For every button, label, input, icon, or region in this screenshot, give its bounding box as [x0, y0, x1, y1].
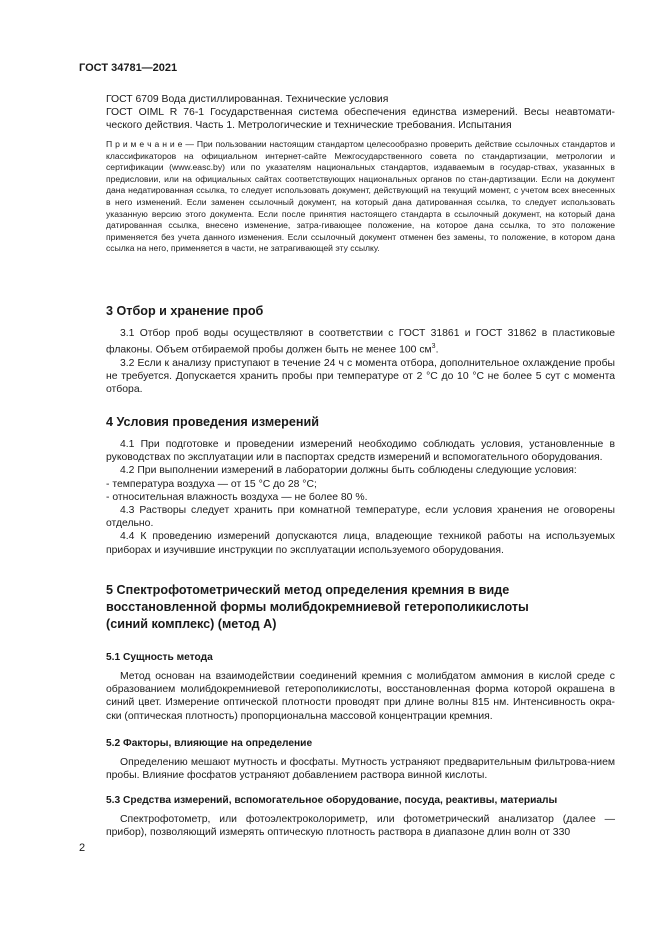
subsection-5-2-body — [106, 756, 615, 782]
section-4-title: 4 Условия проведения измерений — [106, 415, 319, 429]
page-header-standard-code: ГОСТ 34781—2021 — [79, 62, 178, 74]
normative-references — [106, 93, 615, 132]
note-block — [106, 139, 615, 255]
paragraph-4-1: 4.1 При подготовке и проведении измерений необходимо соблюдать условия, установленные в руководствах по эксплуатации или в паспортах средств измерений и вспомогательного оборудования. — [106, 439, 615, 464]
paragraph-3-2: 3.2 Если к анализу приступают в течение 24 ч с момента отбора, дополнительное охлаждение пробы не требуется. Допускается хранить пробы при температуре от 2 °С до 10 °С не более 5 сут с момента отбора. — [106, 357, 615, 396]
list-item: - относительная влажность воздуха — не более 80 %. — [106, 491, 368, 503]
subsection-5-2-title: 5.2 Факторы, влияющие на определение — [106, 738, 313, 749]
section-3-body — [106, 327, 615, 396]
subsection-5-1-title: 5.1 Сущность метода — [106, 652, 213, 663]
paragraph-5-2: Определению мешают мутность и фосфаты. Мутность устраняют предварительным фильтрова-нием пробы. Влияние фосфатов устраняют добавлением раствора винной кислоты. — [106, 757, 615, 782]
superscript: 3 — [431, 343, 436, 351]
paragraph-5-1: Метод основан на взаимодействии соединений кремния с молибдатом аммония в кислой среде с образованием молибдокремниевой гетерополикислоты, восстановленная форма которой окрашена в синий цвет. Измерение оптической плотности проводят при длине волны 815 нм. Интенсивность окра-ски (оптическая плотность) пропорциональна массовой концентрации кремния. — [106, 671, 615, 722]
page-number: 2 — [79, 842, 86, 854]
paragraph-text: 3.1 Отбор проб воды осуществляют в соответствии с ГОСТ 31861 и ГОСТ 31862 в пластиковые флаконы. Объем отбираемой пробы должен быть не менее 100 см — [106, 328, 615, 356]
paragraph-4-4: 4.4 К проведению измерений допускаются лица, владеющие техникой работы на используемых приборах и изучившие инструкции по эксплуатации используемого оборудования. — [106, 531, 615, 556]
reference-item — [106, 106, 615, 132]
paragraph-4-2: 4.2 При выполнении измерений в лаборатории должны быть соблюдены следующие условия: — [120, 465, 577, 477]
paragraph-4-3: 4.3 Растворы следует хранить при комнатной температуре, если условия хранения не оговорены отдельно. — [106, 505, 615, 530]
subsection-5-3-title: 5.3 Средства измерений, вспомогательное оборудование, посуда, реактивы, материалы — [106, 795, 558, 806]
section-5-title-line: (синий комплекс) (метод А) — [106, 617, 277, 631]
section-4-body — [106, 438, 615, 557]
subsection-5-1-body — [106, 670, 615, 723]
section-5-title-line: 5 Спектрофотометрический метод определения кремния в виде — [106, 583, 510, 597]
reference-item: ГОСТ 6709 Вода дистиллированная. Технические условия — [106, 94, 389, 105]
section-5-title — [106, 582, 615, 633]
subsection-5-3-body — [106, 813, 615, 839]
note-text: — При пользовании настоящим стандартом целесообразно проверить действие ссылочных стандартов и классификаторов на официальном интернет-сайте Межгосударственного совета по стандартизации, метрологии и сертификации (www.easc.by) или по указателям национальных стандартов, издаваемым в государ-ствах, указанных в предисловии, или на официальных сайтах соответствующих национальных органов по стан-дартизации. Если на документ дана недатированная ссылка, то следует использовать документ, действующий на текущий момент, с учетом всех внесенных в него изменений. Если заменен ссылочный документ, на который дана датированная ссылка, то следует использовать указанную версию этого документа. Если после принятия настоящего стандарта в ссылочный документ, на который дана датированная ссылка, внесено изменение, затра-гивающее положение, на которое дана ссылка, то это положение применяется без учета данного изменения. Если ссылочный документ отменен без замены, то положение, в котором дана ссылка на него, применяется в части, не затрагивающей эту ссылку. — [106, 139, 616, 254]
paragraph-3-1 — [106, 327, 615, 357]
list-item: - температура воздуха — от 15 °С до 28 °С; — [106, 478, 317, 490]
note-label: П р и м е ч а н и е — [106, 139, 183, 149]
section-5-title-line: восстановленной формы молибдокремниевой гетерополикислоты — [106, 600, 529, 614]
reference-text: ГОСТ OIML R 76-1 Государственная система обеспечения единства измерений. Весы неавтомати-ческого действия. Часть 1. Метрологические и технические требования. Испытания — [106, 107, 615, 131]
paragraph-5-3: Спектрофотометр, или фотоэлектроколориметр, или фотометрический анализатор (далее — прибор), позволяющий измерять оптическую плотность раствора в диапазоне длин волн от 330 — [106, 814, 615, 839]
section-3-title: 3 Отбор и хранение проб — [106, 304, 264, 318]
paragraph-text: . — [435, 344, 439, 356]
